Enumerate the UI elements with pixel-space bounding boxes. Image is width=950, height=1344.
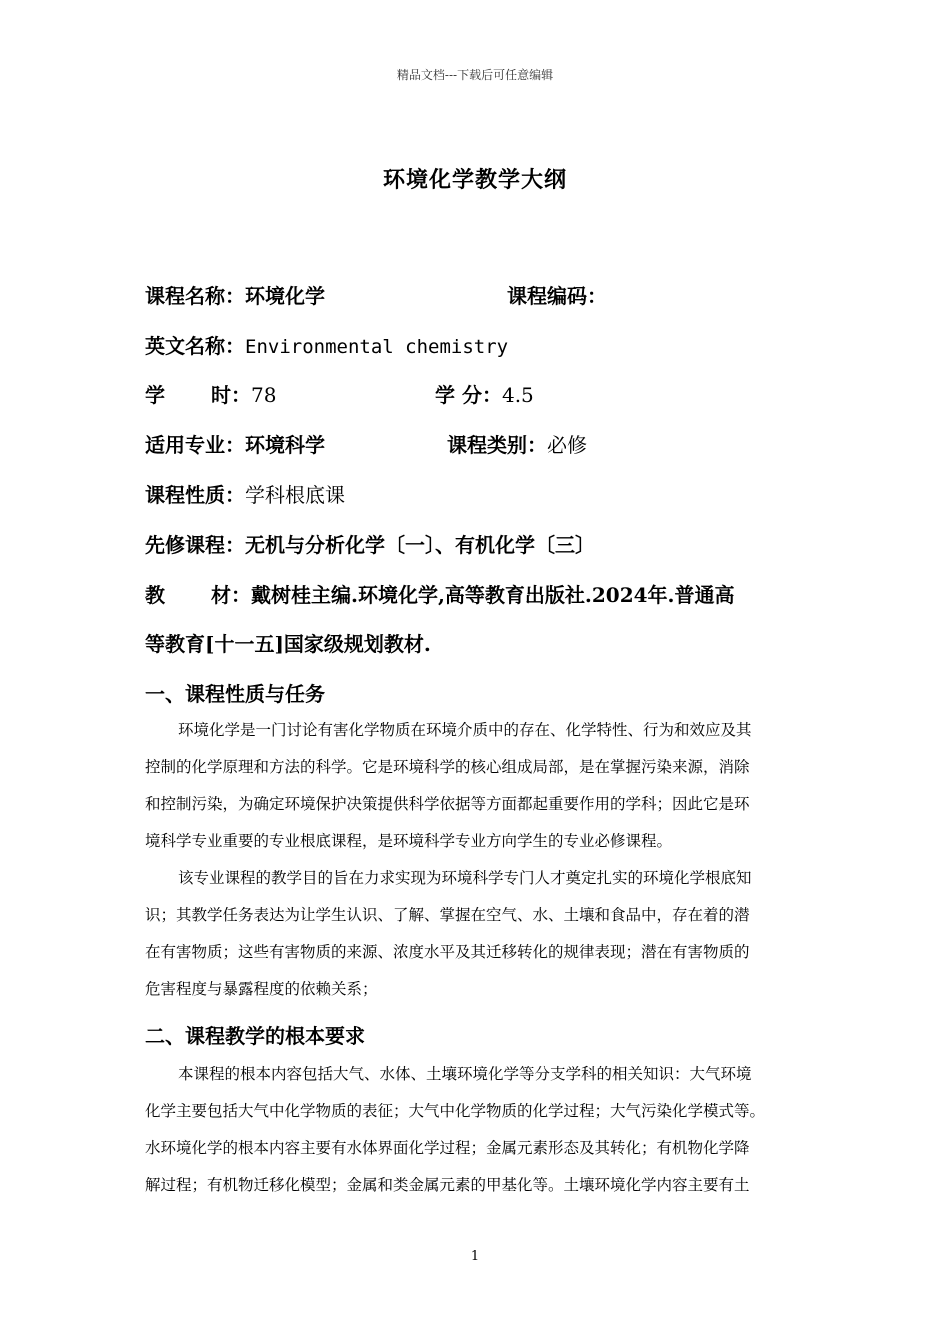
category-value: 必修 [547,433,587,457]
prereq-label: 先修课程： [145,533,245,557]
textbook-label-a: 教 [145,583,165,607]
course-name-value: 环境化学 [245,284,325,308]
nature-label: 课程性质： [145,483,245,507]
english-name-label: 英文名称： [145,334,245,358]
course-name-label: 课程名称： [145,284,245,308]
section-1-line: 境科学专业重要的专业根底课程，是环境科学专业方向学生的专业必修课程。 [145,832,673,850]
credits-row [435,380,534,410]
hours-row [211,380,276,410]
textbook-line-1: 戴树桂主编.环境化学,高等教育出版社.2024年.普通高 [251,583,735,607]
prereq-row [145,530,595,560]
page-number: 1 [470,1249,480,1264]
hours-label-b: 时： [211,383,251,407]
section-2-line: 本课程的根本内容包括大气、水体、土壤环境化学等分支学科的相关知识：大气环境 [178,1065,752,1083]
hours-value: 78 [251,383,277,407]
section-1-line: 识；其教学任务表达为让学生认识、了解、掌握在空气、水、土壤和食品中，存在着的潜 [145,906,750,924]
major-value: 环境科学 [245,433,325,457]
document-title: 环境化学教学大纲 [382,167,567,193]
textbook-label-b: 材： [211,583,251,607]
section-1-line: 控制的化学原理和方法的科学。它是环境科学的核心组成局部，是在掌握污染来源，消除 [145,758,750,776]
textbook-row [211,580,735,610]
section-1-heading: 一、课程性质与任务 [145,682,325,706]
course-code-label: 课程编码： [507,284,607,308]
major-label: 适用专业： [145,433,245,457]
category-row [447,430,587,460]
section-1-line: 在有害物质；这些有害物质的来源、浓度水平及其迁移转化的规律表现；潜在有害物质的 [145,943,750,961]
section-2-line: 化学主要包括大气中化学物质的表征；大气中化学物质的化学过程；大气污染化学模式等。 [145,1102,766,1120]
section-2-line: 解过程；有机物迁移化模型；金属和类金属元素的甲基化等。土壤环境化学内容主要有土 [145,1176,750,1194]
section-1-line: 环境化学是一门讨论有害化学物质在环境介质中的存在、化学特性、行为和效应及其 [178,721,752,739]
section-2-line: 水环境化学的根本内容主要有水体界面化学过程；金属元素形态及其转化；有机物化学降 [145,1139,750,1157]
section-2-heading: 二、课程教学的根本要求 [145,1024,365,1048]
course-name-row [145,281,325,311]
major-row [145,430,325,460]
header-note: 精品文档---下载后可任意编辑 [396,68,554,82]
nature-value: 学科根底课 [245,483,345,507]
hours-label-a: 学 [145,383,165,407]
english-name-row [145,331,508,361]
category-label: 课程类别： [447,433,547,457]
section-1-line: 和控制污染，为确定环境保护决策提供科学依据等方面都起重要作用的学科；因此它是环 [145,795,750,813]
nature-row [145,480,345,510]
credits-value: 4.5 [501,383,534,407]
credits-label: 学 分： [435,383,502,407]
english-name-value: Environmental chemistry [245,336,509,358]
textbook-line-2: 等教育[十一五]国家级规划教材. [145,632,431,656]
prereq-value: 无机与分析化学〔一〕、有机化学〔三〕 [245,533,595,557]
section-1-line: 该专业课程的教学目的旨在力求实现为环境科学专门人才奠定扎实的环境化学根底知 [178,869,752,887]
section-1-line: 危害程度与暴露程度的依赖关系； [145,980,378,998]
